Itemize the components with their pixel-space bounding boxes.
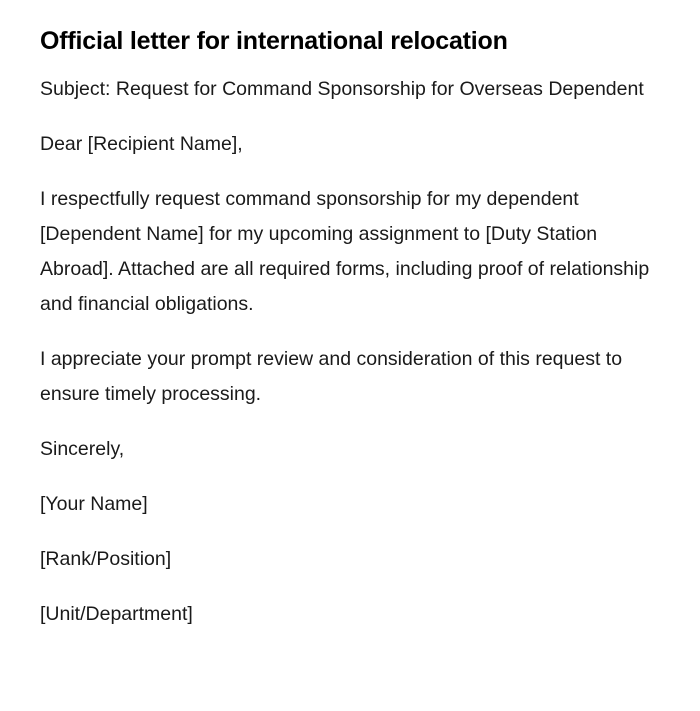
signature-name: [Your Name]	[40, 493, 148, 515]
letter-subject: Subject: Request for Command Sponsorship for Overseas Dependent	[40, 78, 644, 100]
letter-body-paragraph-2: I appreciate your prompt review and consideration of this request to ensure timely processing.	[40, 348, 623, 405]
letter-closing: Sincerely,	[40, 438, 125, 460]
signature-unit: [Unit/Department]	[40, 603, 193, 625]
signature-rank: [Rank/Position]	[40, 548, 172, 570]
letter-salutation: Dear [Recipient Name],	[40, 133, 243, 155]
letter-body-paragraph-1: I respectfully request command sponsorship for my dependent [Dependent Name] for my upcoming assignment to [Duty Station Abroad]. Attached are all required forms, including proof of relationship and financial obligations.	[40, 188, 650, 315]
letter-title: Official letter for international relocation	[40, 27, 508, 55]
